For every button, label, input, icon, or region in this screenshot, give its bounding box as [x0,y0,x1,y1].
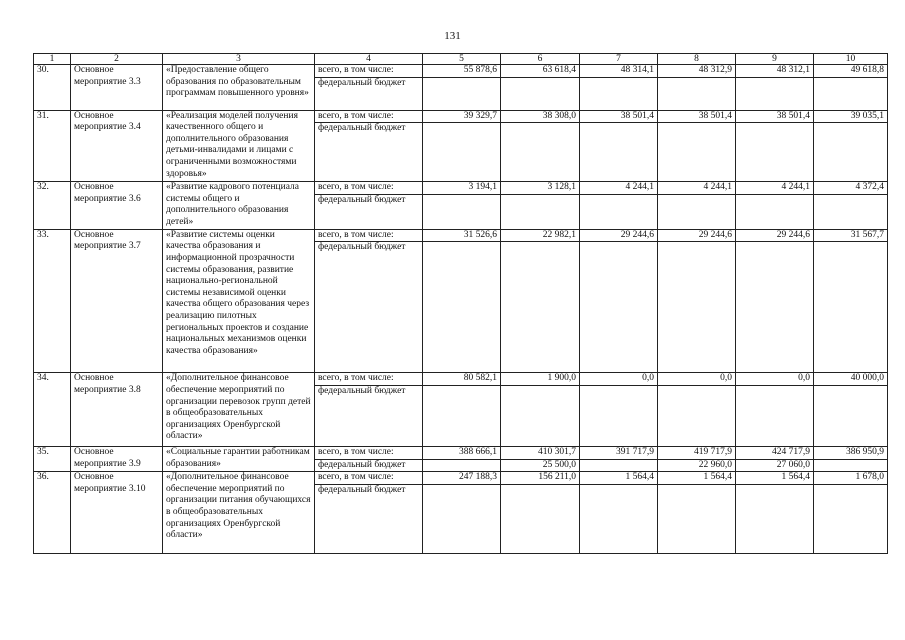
amount-cell: 4 244,1 [736,182,814,195]
amount-cell: 391 717,9 [580,446,658,459]
funding-label: федеральный бюджет [315,194,423,229]
amount-cell [501,194,580,229]
funding-label: федеральный бюджет [315,242,423,373]
amount-cell: 388 666,1 [423,446,501,459]
amount-cell [580,123,658,182]
measure-name: Основное мероприятие 3.4 [71,110,163,182]
amount-cell [736,484,814,553]
measure-title: «Дополнительное финансовое обеспечение мероприятий по организации питания обучающихся в общеобразовательных организациях Оренбургской области» [163,472,315,554]
measure-title: «Реализация моделей получения качественного общего и дополнительного образования детьми-инвалидами и лицами с ограниченными возможностями здоровья» [163,110,315,182]
amount-cell [814,194,888,229]
amount-cell [580,77,658,110]
table-row [34,373,888,386]
header-cell: 2 [71,54,163,65]
amount-cell [814,484,888,553]
amount-cell: 3 194,1 [423,182,501,195]
funding-label: всего, в том числе: [315,110,423,123]
amount-cell [814,385,888,446]
amount-cell [658,242,736,373]
amount-cell: 3 128,1 [501,182,580,195]
amount-cell [501,484,580,553]
amount-cell [423,484,501,553]
measure-title: «Дополнительное финансовое обеспечение мероприятий по организации перевозок групп детей в общеобразовательных организациях Оренбургской области» [163,373,315,447]
amount-cell: 0,0 [658,373,736,386]
header-cell: 3 [163,54,315,65]
amount-cell: 22 982,1 [501,229,580,242]
funding-label: федеральный бюджет [315,484,423,553]
amount-cell [658,194,736,229]
row-number: 31. [34,110,71,182]
amount-cell: 48 314,1 [580,65,658,78]
funding-label: всего, в том числе: [315,229,423,242]
amount-cell: 48 312,1 [736,65,814,78]
header-cell: 1 [34,54,71,65]
amount-cell [423,459,501,472]
amount-cell: 55 878,6 [423,65,501,78]
measure-title: «Предоставление общего образования по образовательным программам повышенного уровня» [163,65,315,111]
amount-cell: 386 950,9 [814,446,888,459]
amount-cell: 410 301,7 [501,446,580,459]
amount-cell: 4 244,1 [658,182,736,195]
amount-cell: 424 717,9 [736,446,814,459]
row-number: 30. [34,65,71,111]
funding-label: федеральный бюджет [315,385,423,446]
amount-cell [423,194,501,229]
amount-cell [658,484,736,553]
amount-cell [658,385,736,446]
amount-cell: 0,0 [736,373,814,386]
amount-cell: 63 618,4 [501,65,580,78]
amount-cell [814,77,888,110]
amount-cell: 80 582,1 [423,373,501,386]
amount-cell: 29 244,6 [580,229,658,242]
amount-cell [814,459,888,472]
amount-cell [501,123,580,182]
measure-name: Основное мероприятие 3.7 [71,229,163,373]
header-cell: 9 [736,54,814,65]
amount-cell: 1 900,0 [501,373,580,386]
amount-cell [501,385,580,446]
row-number: 35. [34,446,71,471]
amount-cell [814,123,888,182]
funding-label: всего, в том числе: [315,373,423,386]
amount-cell [814,242,888,373]
funding-label: федеральный бюджет [315,459,423,472]
table-row [34,182,888,195]
amount-cell: 39 329,7 [423,110,501,123]
amount-cell [736,123,814,182]
amount-cell [423,123,501,182]
amount-cell [736,77,814,110]
amount-cell: 22 960,0 [658,459,736,472]
amount-cell: 48 312,9 [658,65,736,78]
funding-label: всего, в том числе: [315,446,423,459]
row-number: 32. [34,182,71,230]
header-row [34,54,888,65]
amount-cell: 49 618,8 [814,65,888,78]
amount-cell: 0,0 [580,373,658,386]
funding-label: всего, в том числе: [315,472,423,485]
amount-cell: 29 244,6 [736,229,814,242]
funding-label: федеральный бюджет [315,77,423,110]
measure-title: «Развитие кадрового потенциала системы общего и дополнительного образования детей» [163,182,315,230]
amount-cell [423,77,501,110]
row-number: 33. [34,229,71,373]
amount-cell: 39 035,1 [814,110,888,123]
amount-cell [501,242,580,373]
amount-cell [580,242,658,373]
amount-cell: 1 678,0 [814,472,888,485]
amount-cell [580,459,658,472]
header-cell: 7 [580,54,658,65]
table-body [34,54,888,554]
page-number: 131 [444,30,461,42]
table-row [34,229,888,242]
measure-title: «Социальные гарантии работникам образования» [163,446,315,471]
amount-cell: 4 372,4 [814,182,888,195]
amount-cell [580,385,658,446]
table-row [34,65,888,78]
amount-cell: 247 188,3 [423,472,501,485]
table-row [34,472,888,485]
amount-cell: 29 244,6 [658,229,736,242]
amount-cell: 1 564,4 [658,472,736,485]
measure-title: «Развитие системы оценки качества образования и информационной прозрачности системы образования, развитие национально-региональной системы независимой оценки качества общего образования через реализацию пилотных региональных проектов и создание национальных механизмов оценки качества образования» [163,229,315,373]
amount-cell: 38 501,4 [736,110,814,123]
amount-cell: 1 564,4 [736,472,814,485]
measure-name: Основное мероприятие 3.10 [71,472,163,554]
amount-cell: 27 060,0 [736,459,814,472]
measure-name: Основное мероприятие 3.9 [71,446,163,471]
amount-cell [736,194,814,229]
measure-name: Основное мероприятие 3.3 [71,65,163,111]
funding-label: федеральный бюджет [315,123,423,182]
amount-cell [580,484,658,553]
budget-table [33,53,888,554]
amount-cell: 419 717,9 [658,446,736,459]
table-row [34,110,888,123]
amount-cell: 38 501,4 [580,110,658,123]
amount-cell [736,385,814,446]
funding-label: всего, в том числе: [315,65,423,78]
amount-cell: 38 308,0 [501,110,580,123]
measure-name: Основное мероприятие 3.6 [71,182,163,230]
amount-cell [736,242,814,373]
amount-cell: 31 526,6 [423,229,501,242]
amount-cell: 38 501,4 [658,110,736,123]
funding-label: всего, в том числе: [315,182,423,195]
header-cell: 5 [423,54,501,65]
header-cell: 8 [658,54,736,65]
amount-cell [423,385,501,446]
amount-cell: 25 500,0 [501,459,580,472]
header-cell: 6 [501,54,580,65]
amount-cell: 31 567,7 [814,229,888,242]
amount-cell: 40 000,0 [814,373,888,386]
amount-cell: 156 211,0 [501,472,580,485]
amount-cell [580,194,658,229]
amount-cell [423,242,501,373]
amount-cell: 4 244,1 [580,182,658,195]
amount-cell: 1 564,4 [580,472,658,485]
table-row [34,446,888,459]
header-cell: 4 [315,54,423,65]
amount-cell [658,77,736,110]
row-number: 36. [34,472,71,554]
amount-cell [501,77,580,110]
row-number: 34. [34,373,71,447]
measure-name: Основное мероприятие 3.8 [71,373,163,447]
amount-cell [658,123,736,182]
header-cell: 10 [814,54,888,65]
